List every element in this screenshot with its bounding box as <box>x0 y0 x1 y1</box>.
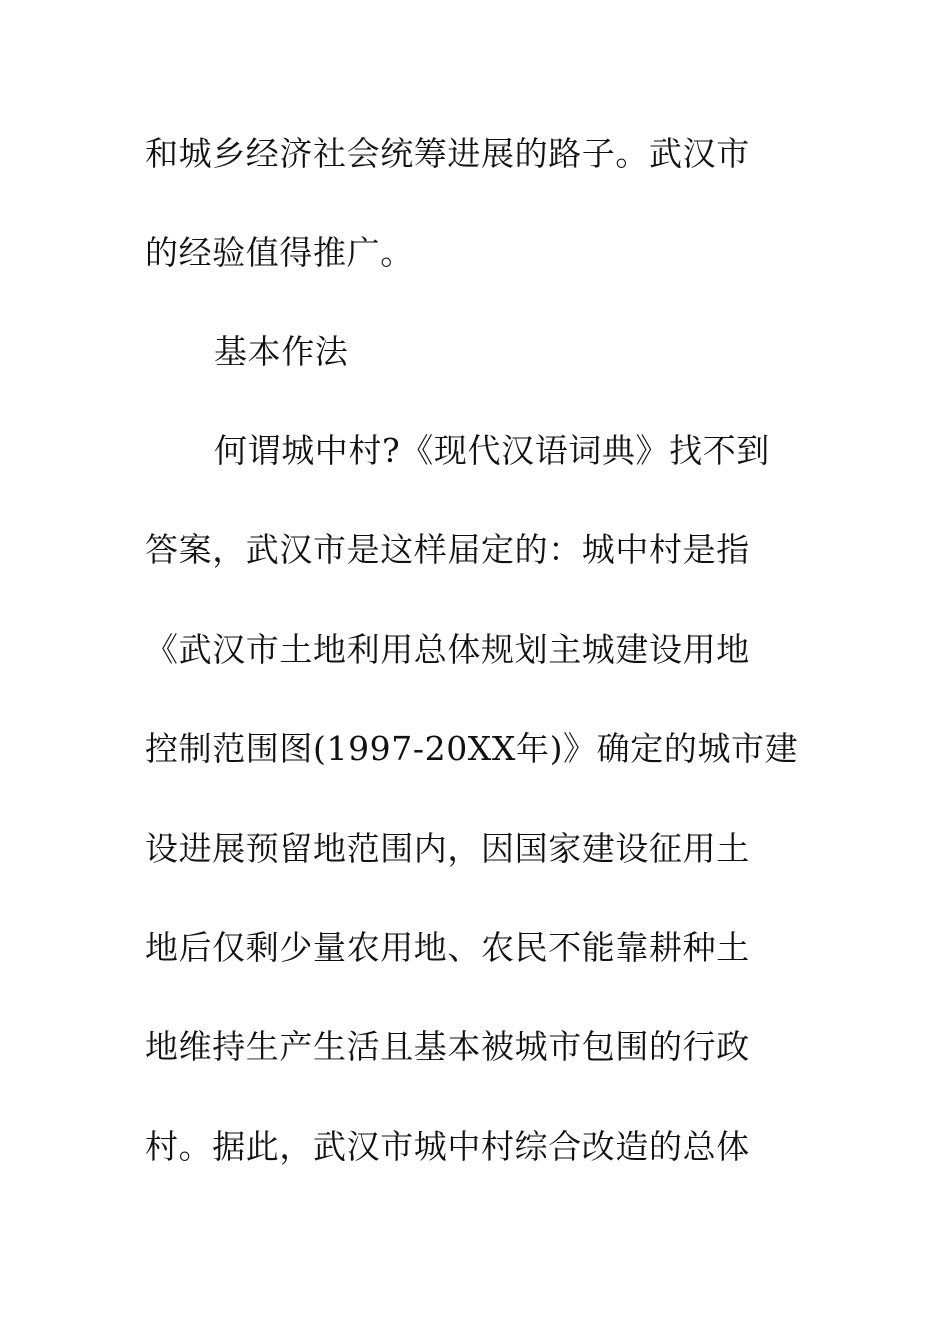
paragraph-line-3: 何谓城中村?《现代汉语词典》找不到 <box>214 431 770 470</box>
paragraph-line-8: 地后仅剩少量农用地、农民不能靠耕种土 <box>145 928 750 967</box>
paragraph-line-7: 设进展预留地范围内，因国家建设征用土 <box>145 829 750 868</box>
paragraph-line-1: 和城乡经济社会统筹进展的路子。武汉市 <box>145 134 750 173</box>
paragraph-line-10: 村。据此，武汉市城中村综合改造的总体 <box>145 1127 750 1166</box>
paragraph-line-5: 《武汉市土地利用总体规划主城建设用地 <box>145 630 750 669</box>
paragraph-line-6: 控制范围图(1997-20XX年)》确定的城市建 <box>145 729 799 768</box>
paragraph-line-4: 答案，武汉市是这样届定的：城中村是指 <box>145 530 750 569</box>
paragraph-line-2: 的经验值得推广。 <box>145 233 414 272</box>
section-heading: 基本作法 <box>214 332 349 371</box>
paragraph-line-9: 地维持生产生活且基本被城市包围的行政 <box>145 1027 750 1066</box>
